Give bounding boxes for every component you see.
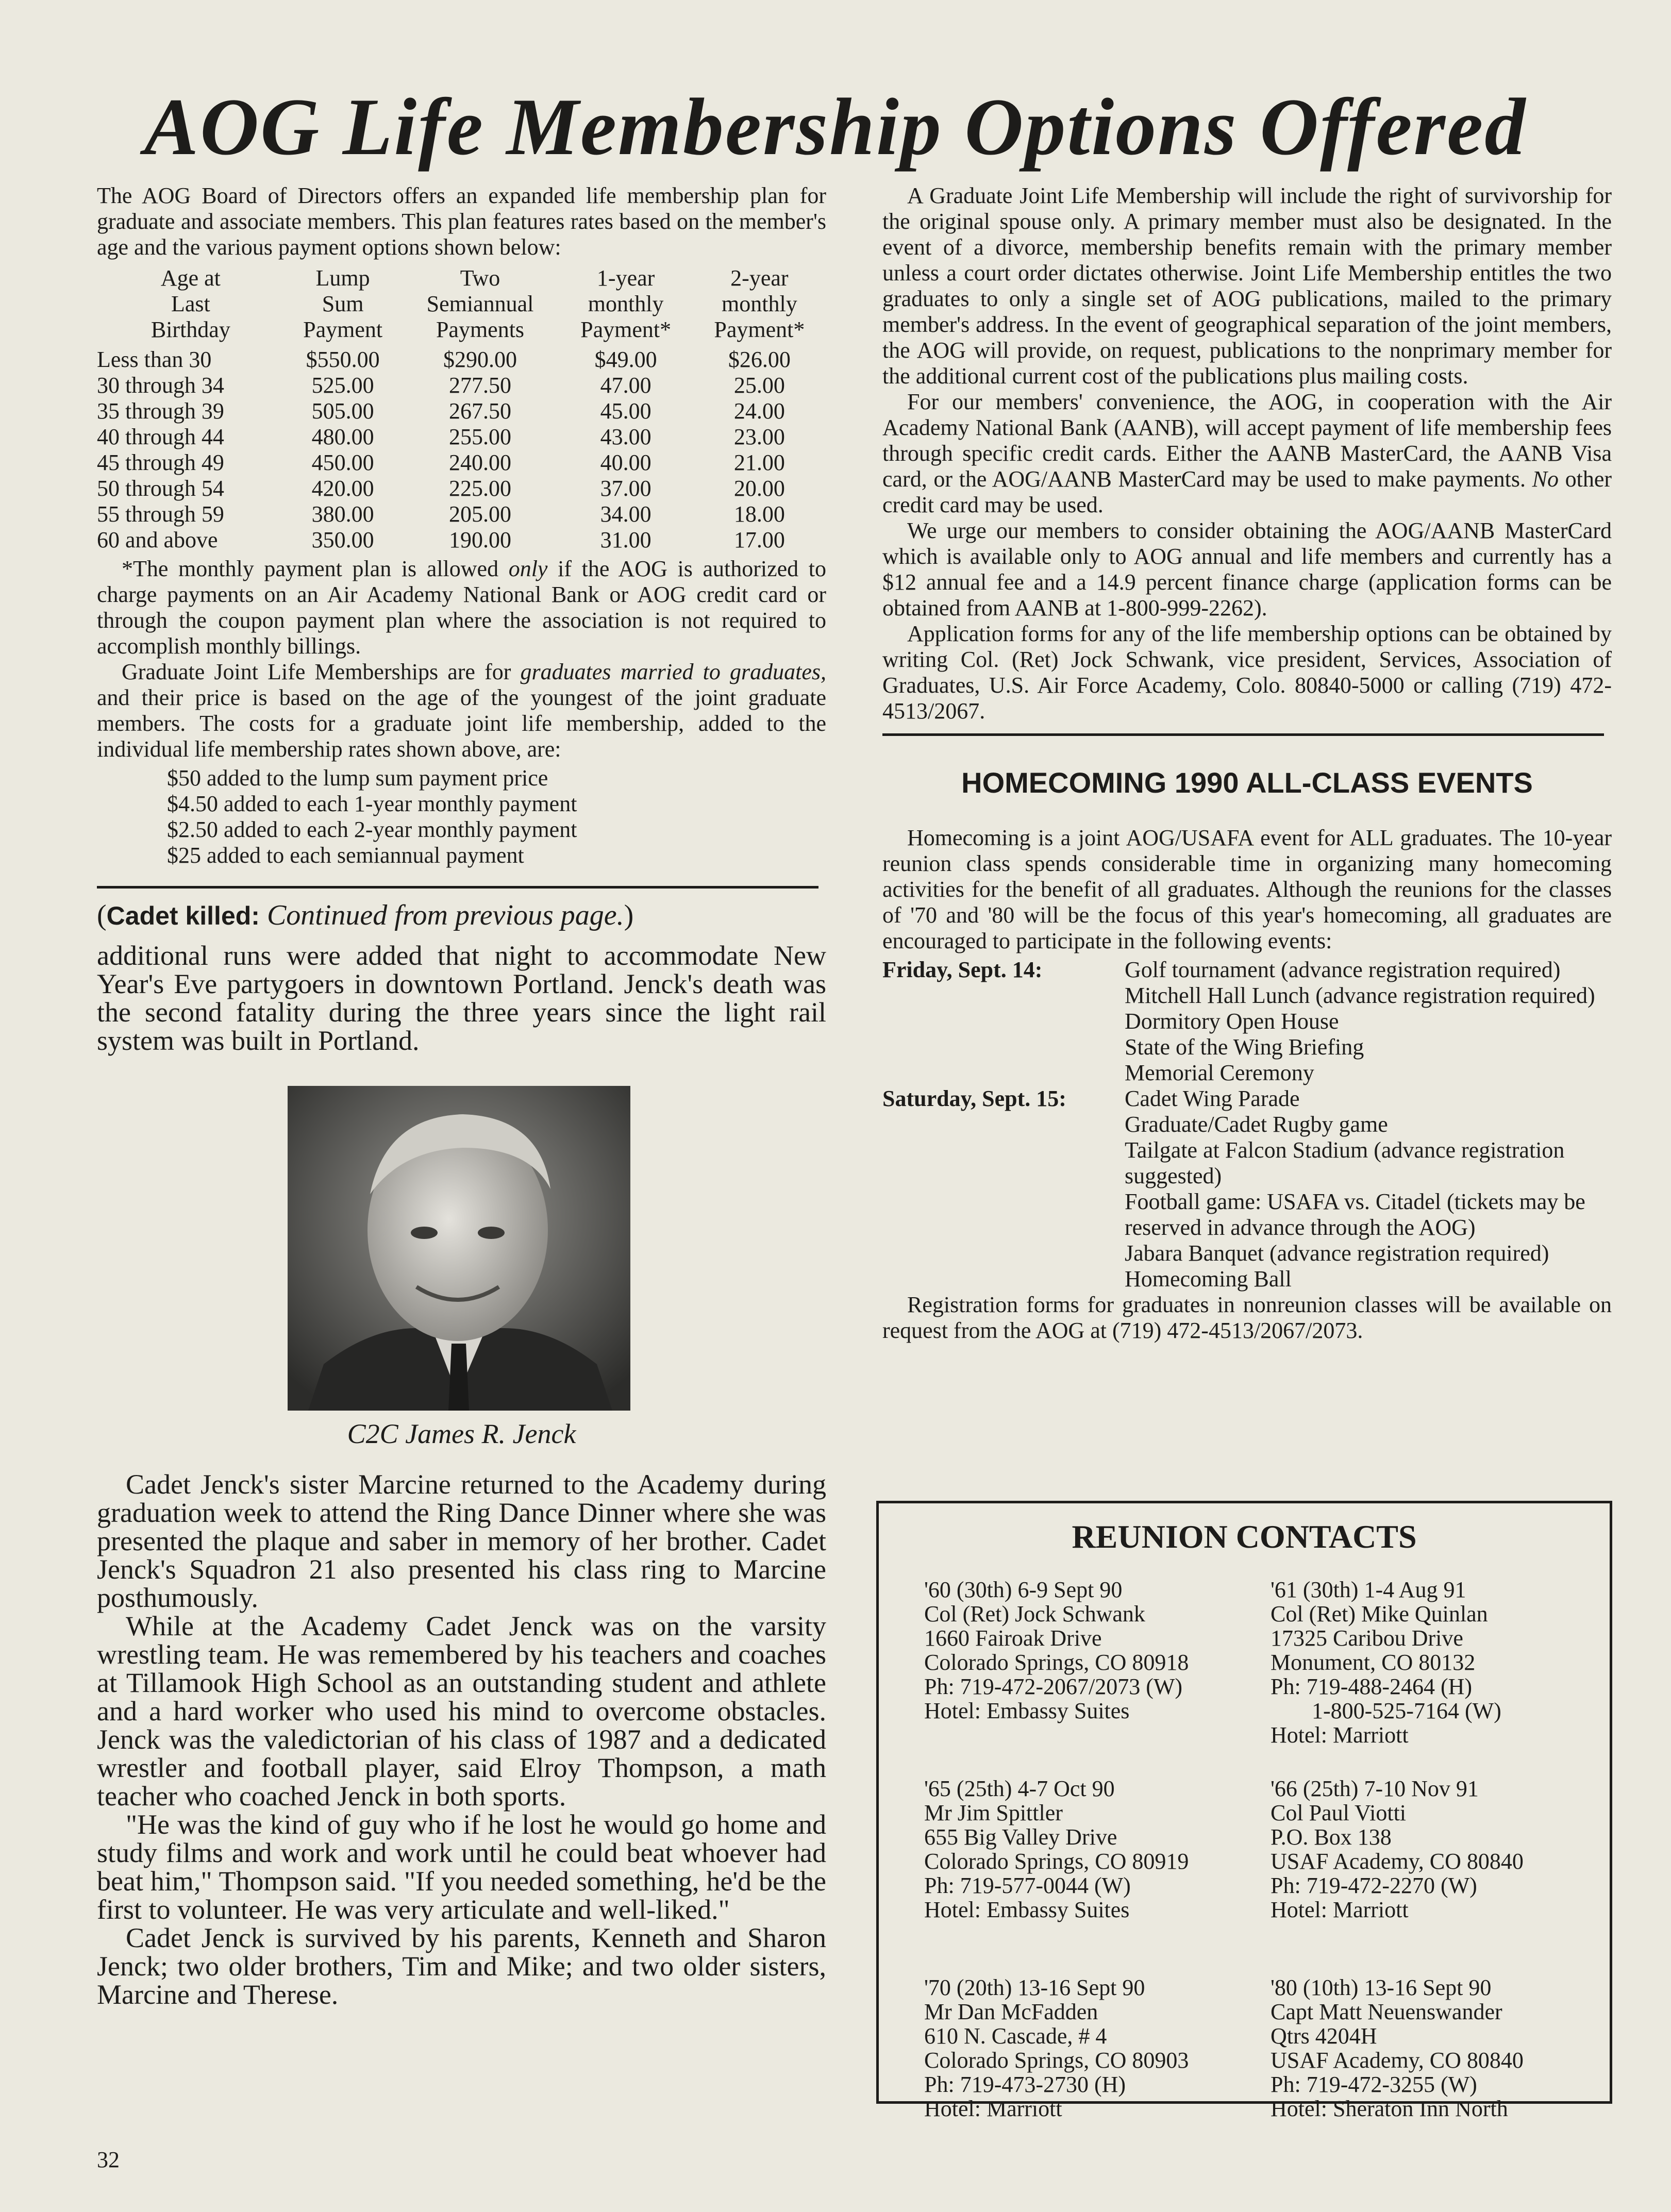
table-cell: 190.00 [449,527,511,552]
divider [882,733,1604,736]
contact-line: USAF Academy, CO 80840 [1271,1849,1524,1874]
contact-line: Hotel: Marriott [1271,1897,1409,1922]
joint-membership-paragraph: A Graduate Joint Life Membership will include the right of survivorship for the original spouse only. A primary member must also be designated. In the event of a divorce, membership benefits remain with the primary member unless a court order dictates otherwise. Joint Life Membership entitles the two graduates to only a single set of AOG publications, mailed to the primary member's address. In the event of geographical separation of the joint members, the AOG will provide, on request, publications to the nonprimary member for the additional current cost of the publications plus mailing costs. [882,183,1612,389]
contact-line: 610 N. Cascade, # 4 [924,2023,1107,2049]
reunion-contact [924,1578,1271,1777]
events-table [882,957,1612,1292]
table-cell: 240.00 [449,450,511,475]
event-day-row [882,1086,1612,1292]
article-paragraph: Cadet Jenck is survived by his parents, Kenneth and Sharon Jenck; two older brothers, Tim and Mike; and two older sisters, Marcine and Therese. [97,1922,826,2010]
table-cell: $290.00 [443,347,517,372]
contact-line: Colorado Springs, CO 80919 [924,1849,1189,1874]
table-cell: 47.00 [600,373,651,398]
table-cell: 35 through 39 [97,398,224,424]
contact-line: Col Paul Viotti [1271,1800,1407,1825]
divider [97,886,818,889]
table-cell: 24.00 [733,398,785,424]
contact-line: Capt Matt Neuenswander [1271,1999,1502,2024]
table-cell: 55 through 59 [97,501,224,527]
left-column [97,183,826,2009]
contact-line: Hotel: Embassy Suites [924,1698,1130,1723]
contact-line: Monument, CO 80132 [1271,1650,1476,1675]
contact-line: Colorado Springs, CO 80918 [924,1650,1189,1675]
header-1yr: 1-year monthly Payment* [580,265,672,342]
contact-line: P.O. Box 138 [1271,1824,1392,1850]
contact-line: Ph: 719-472-3255 (W) [1271,2072,1477,2097]
list-item: Golf tournament (advance registration required) [1125,957,1561,982]
rates-table [97,265,826,553]
table-cell: 17.00 [733,527,785,552]
contact-line: '65 (25th) 4-7 Oct 90 [924,1776,1115,1801]
homecoming-heading: HOMECOMING 1990 ALL-CLASS EVENTS [961,766,1533,799]
reunion-contacts-box [876,1501,1612,2121]
table-cell: 40.00 [600,450,651,475]
credit-card-paragraph: For our members' convenience, the AOG, in cooperation with the Air Academy National Bank (AANB), will accept payment of life membership fees through specific credit cards. Either the AANB MasterCard, the AANB Visa card, or the AOG/AANB MasterCard may be used to make payments. No other credit card may be used. [882,389,1612,517]
contact-line: '66 (25th) 7-10 Nov 91 [1271,1776,1479,1801]
contact-line: Hotel: Marriott [924,2096,1062,2121]
table-cell: $49.00 [594,347,657,372]
contact-line: 655 Big Valley Drive [924,1824,1117,1850]
table-cell: 525.00 [311,373,374,398]
contacts-grid [924,1578,1610,2174]
joint-paragraph: Graduate Joint Life Memberships are for graduates married to graduates, and their price is based on the age of the youngest of the joint graduate members. The costs for a graduate joint life membership, added to the individual life membership rates shown above, are: [97,659,827,762]
contact-line: Ph: 719-472-2270 (W) [1271,1873,1477,1898]
table-cell: 23.00 [733,424,785,449]
list-item: Mitchell Hall Lunch (advance registration required) [1125,983,1595,1008]
footnote-paragraph: *The monthly payment plan is allowed only if the AOG is authorized to charge payments on an Air Academy National Bank or AOG credit card or through the coupon payment plan where the association is not required to accomplish monthly billings. [97,556,826,659]
header-2yr: 2-year monthly Payment* [714,265,805,342]
list-item: $4.50 added to each 1-year monthly payment [167,791,577,816]
table-row [97,424,826,450]
list-item: Jabara Banquet (advance registration required) [1125,1241,1549,1266]
contact-line: Ph: 719-473-2730 (H) [924,2072,1126,2097]
table-cell: 18.00 [733,501,785,527]
contact-line: '60 (30th) 6-9 Sept 90 [924,1577,1123,1602]
table-cell: 267.50 [449,398,511,424]
table-cell: 21.00 [733,450,785,475]
list-item: Homecoming Ball [1125,1266,1292,1292]
list-item: Football game: USAFA vs. Citadel (tickets may be reserved in advance through the AOG) [1125,1189,1585,1240]
table-cell: 50 through 54 [97,476,224,501]
list-item: State of the Wing Briefing [1125,1034,1364,1060]
contact-line: Hotel: Sheraton Inn North [1271,2096,1508,2121]
continued-heading: (Cadet killed: Continued from previous page.) [97,899,634,931]
contact-line: USAF Academy, CO 80840 [1271,2048,1524,2073]
header-lump: Lump Sum Payment [303,265,383,342]
contact-line: '70 (20th) 13-16 Sept 90 [924,1975,1145,2000]
table-cell: 34.00 [600,501,651,527]
reunion-contact [1271,1578,1559,1777]
table-cell: 420.00 [311,476,374,501]
reunion-contact [924,1975,1271,2174]
table-cell: 277.50 [449,373,511,398]
rates-header-row [97,265,826,343]
table-cell: 60 and above [97,527,218,552]
list-item: Graduate/Cadet Rugby game [1125,1112,1388,1137]
article-paragraph: Cadet Jenck's sister Marcine returned to the Academy during graduation week to attend the Ring Dance Dinner where she was presented the plaque and saber in memory of her brother. Cadet Jenck's Squadron 21 also presented his class ring to Marcine posthumously. [97,1469,826,1613]
event-day-label: Friday, Sept. 14: [882,957,1043,982]
table-cell: 255.00 [449,424,511,449]
list-item: Cadet Wing Parade [1125,1086,1300,1111]
contact-line: Mr Dan McFadden [924,1999,1098,2024]
table-cell: 40 through 44 [97,424,224,449]
contact-line: 17325 Caribou Drive [1271,1626,1463,1651]
table-row [97,398,826,424]
intro-paragraph: The AOG Board of Directors offers an expanded life membership plan for graduate and associate members. This plan features rates based on the member's age and the various payment options shown below: [97,183,826,260]
header-semiannual: Two Semiannual Payments [426,265,534,342]
table-cell: 205.00 [449,501,511,527]
mastercard-paragraph: We urge our members to consider obtaining the AOG/AANB MasterCard which is available only to AOG annual and life members and currently has a $12 annual fee and a 14.9 percent finance charge (application forms can be obtained from AANB at 1-800-999-2262). [882,518,1612,621]
table-cell: 225.00 [449,476,511,501]
table-cell: 25.00 [733,373,785,398]
table-cell: 45.00 [600,398,651,424]
application-paragraph: Application forms for any of the life membership options can be obtained by writing Col. (Ret) Jock Schwank, vice president, Services, Association of Graduates, U.S. Air Force Academy, Colo. 80840-5000 or calling (719) 472-4513/2067. [882,621,1612,724]
list-item: Dormitory Open House [1125,1009,1339,1034]
table-cell: 37.00 [600,476,651,501]
list-item: Memorial Ceremony [1125,1060,1314,1085]
table-row [97,373,826,398]
reunion-contact [924,1777,1271,1975]
contact-line: Ph: 719-488-2464 (H) [1271,1674,1473,1699]
table-cell: 31.00 [600,527,651,552]
contact-line: Colorado Springs, CO 80903 [924,2048,1189,2073]
table-row [97,476,826,501]
contact-line: 1-800-525-7164 (W) [1312,1698,1501,1723]
table-cell: 350.00 [311,527,374,552]
contact-line: Qtrs 4204H [1271,2023,1377,2049]
reunion-contact [1271,1777,1559,1975]
list-item: Tailgate at Falcon Stadium (advance registration suggested) [1125,1137,1565,1188]
contact-line: Col (Ret) Jock Schwank [924,1601,1145,1627]
list-item: $2.50 added to each 2-year monthly payment [167,817,577,842]
article-paragraph: While at the Academy Cadet Jenck was on the varsity wrestling team. He was remembered by his teachers and coaches at Tillamook High School as an outstanding student and athlete and a hard worker who used his mind to overcome obstacles. Jenck was the valedictorian of his class of 1987 and a dedicated wrestler and football player, said Elroy Thompson, a math teacher who coached Jenck in both sports. [97,1611,826,1812]
contact-line: Ph: 719-577-0044 (W) [924,1873,1131,1898]
reunion-contact [1271,1975,1559,2174]
contact-line: Hotel: Embassy Suites [924,1897,1130,1922]
event-day-row [882,957,1612,1086]
table-cell: 20.00 [733,476,785,501]
page-number: 32 [97,2147,120,2172]
reunion-heading: REUNION CONTACTS [1072,1518,1417,1555]
table-cell: $26.00 [728,347,791,372]
contact-line: 1660 Fairoak Drive [924,1626,1102,1651]
cadet-portrait [288,1086,630,1411]
contact-line: Ph: 719-472-2067/2073 (W) [924,1674,1183,1699]
table-cell: $550.00 [306,347,380,372]
table-cell: 43.00 [600,424,651,449]
table-cell: 450.00 [311,450,374,475]
table-row [97,527,826,553]
list-item: $25 added to each semiannual payment [167,843,524,868]
article-paragraph: "He was the kind of guy who if he lost he would go home and study films and work and work until he could beat whoever had beat him," Thompson said. "If you needed something, he'd be the first to volunteer. He was very articulate and well-liked." [97,1809,826,1925]
contact-line: '61 (30th) 1-4 Aug 91 [1271,1577,1466,1602]
table-cell: 480.00 [311,424,374,449]
table-row [97,347,826,373]
header-age: Age at Last Birthday [151,265,230,342]
homecoming-intro: Homecoming is a joint AOG/USAFA event for ALL graduates. The 10-year reunion class spends considerable time in organizing many homecoming activities for the benefit of all graduates. Although the reunions for the classes of '70 and '80 will be the focus of this year's homecoming, all graduates are encouraged to participate in the following events: [882,825,1612,953]
photo-caption: C2C James R. Jenck [347,1418,576,1449]
page-title: AOG Life Membership Options Offered [144,82,1527,172]
table-cell: 380.00 [311,501,374,527]
contact-line: '80 (10th) 13-16 Sept 90 [1271,1975,1492,2000]
registration-paragraph: Registration forms for graduates in nonreunion classes will be available on request from the AOG at (719) 472-4513/2067/2073. [882,1292,1612,1343]
table-row [97,501,826,527]
article-paragraph: additional runs were added that night to accommodate New Year's Eve partygoers in downtown Portland. Jenck's death was the second fatality during the three years since the light rail system was built in Portland. [97,940,826,1056]
table-cell: Less than 30 [97,347,212,372]
contact-line: Hotel: Marriott [1271,1722,1409,1748]
contact-line: Mr Jim Spittler [924,1800,1063,1825]
event-day-label: Saturday, Sept. 15: [882,1086,1066,1111]
additions-list [167,765,826,868]
table-row [97,450,826,476]
contact-line: Col (Ret) Mike Quinlan [1271,1601,1488,1627]
event-list [1125,1086,1612,1292]
table-cell: 45 through 49 [97,450,224,475]
table-cell: 30 through 34 [97,373,224,398]
event-list [1125,957,1612,1086]
right-column [882,183,1612,1344]
list-item: $50 added to the lump sum payment price [167,765,548,791]
table-cell: 505.00 [311,398,374,424]
